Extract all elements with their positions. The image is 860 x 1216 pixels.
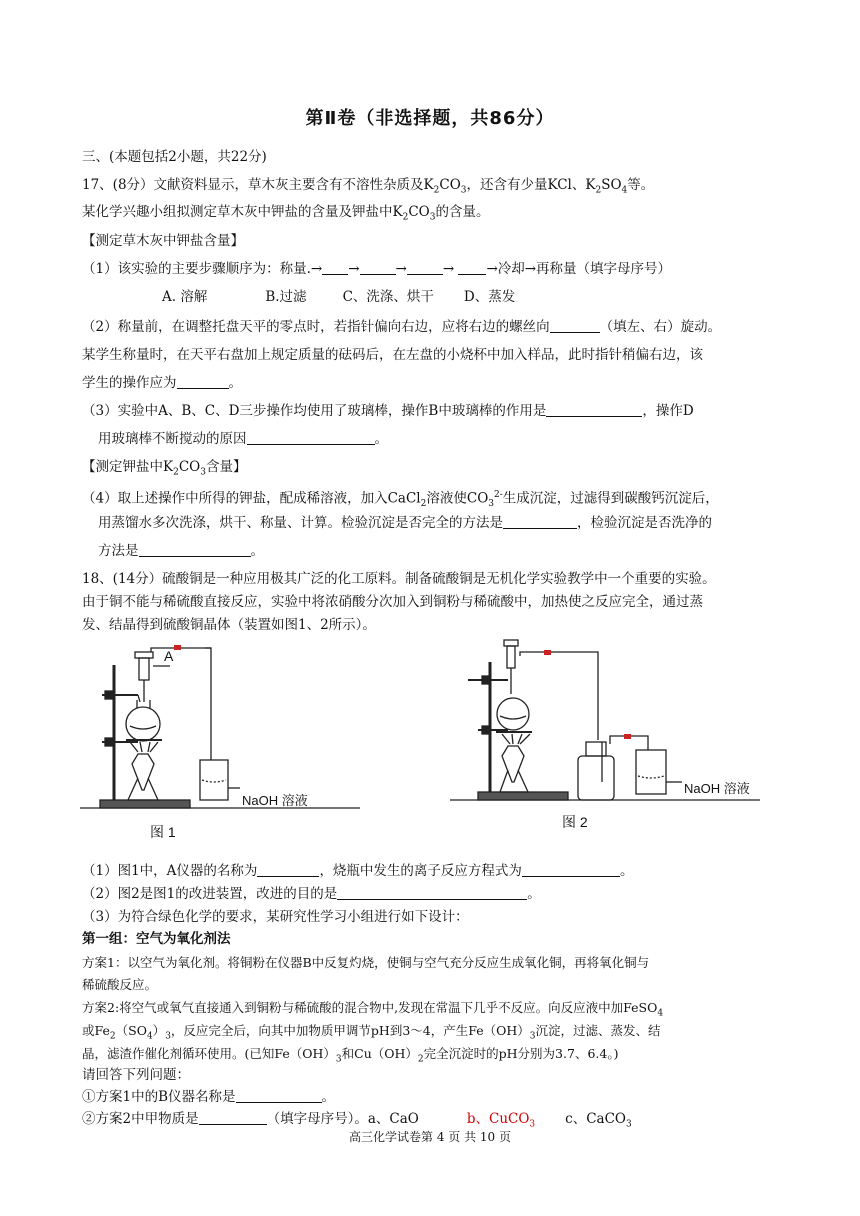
plan2-line3: 晶，滤渣作催化剂循环使用。(已知$Fe(OH)_3$和$Cu(OH)_2$完全沉淀时的pH分别为3.7、6.4。) [82, 1046, 619, 1065]
q17-part4-line3: 方法是 。 [98, 543, 264, 559]
apparatus-figure-1 [80, 640, 370, 816]
plan2-line2: 或$Fe_2(SO_4)_3$，反应完全后，向其中加物质甲调节pH到3～4，产生$Fe(OH)_3$沉淀，过滤、蒸发、结 [82, 1023, 661, 1042]
q17-part4-line2: 用蒸馏水多次洗涤，烘干、称量、计算。检验沉淀是否完全的方法是 ，检验沉淀是否洗净的 [98, 515, 712, 531]
page-title: 第Ⅱ卷（非选择题，共86分） [305, 108, 555, 129]
q17-part2-line2: 某学生称量时，在天平右盘加上规定质量的砝码后，在左盘的小烧杯中加入样品，此时指针稍偏右边，该 [82, 347, 703, 363]
q18-intro-line1: 18、(14分）硫酸铜是一种应用极其广泛的化工原料。制备硫酸铜是无机化学实验教学中一个重要的实验。 [82, 571, 716, 587]
q17-part1: （1）该实验的主要步骤顺序为：称量.→ → → → →冷却→再称量（填字母序号） [82, 261, 672, 277]
q17-part2-line3: 学生的操作应为 。 [82, 375, 242, 391]
q17-options: A. 溶解 B.过滤 C、洗涤、烘干 D、蒸发 [162, 289, 516, 305]
instrument-a-label: A [164, 648, 174, 664]
q17-part3-line2: 用玻璃棒不断搅动的原因 。 [98, 431, 388, 447]
q17-subheading-2: 【测定钾盐中$K_2CO_3$含量】 [82, 459, 247, 478]
plan1-line2: 稀硫酸反应。 [82, 977, 158, 992]
q17-subheading-1: 【测定草木灰中钾盐含量】 [82, 233, 244, 249]
figure-1-caption: 图 1 [150, 824, 176, 840]
q18-part2: （2）图2是图1的改进装置，改进的目的是 。 [82, 886, 541, 902]
plan2-line1: 方案2:将空气或氧气直接通入到铜粉与稀硫酸的混合物中,发现在常温下几乎不反应。向反应液中加FeSO$_4$ [82, 1000, 664, 1019]
answer-prompt: 请回答下列问题： [82, 1067, 190, 1083]
q18-part3: （3）为符合绿色化学的要求，某研究性学习小组进行如下设计： [82, 909, 469, 925]
q18-part1: （1）图1中，A仪器的名称为 ，烧瓶中发生的离子反应方程式为 。 [82, 863, 634, 879]
group1-heading: 第一组：空气为氧化剂法 [82, 931, 231, 947]
page-footer: 高三化学试卷第 4 页 共 10 页 [349, 1130, 511, 1144]
q18-intro-line3: 发、结晶得到硫酸铜晶体（装置如图1、2所示）。 [82, 617, 376, 633]
naoh-label-fig2: NaOH 溶液 [684, 781, 750, 796]
q17-part4-line1: （4）取上述操作中所得的钾盐，配成稀溶液，加入CaCl$_2$溶液使$CO_3^{2-}$生成沉淀，过滤得到碳酸钙沉淀后， [82, 490, 719, 510]
plan1-line1: 方案1：以空气为氧化剂。将铜粉在仪器B中反复灼烧，使铜与空气充分反应生成氧化铜，再将氧化铜与 [82, 955, 650, 970]
question-c1: ①方案1中的B仪器名称是 。 [82, 1089, 336, 1105]
q17-part2-line1: （2）称量前，在调整托盘天平的零点时，若指针偏向右边，应将右边的螺丝向 （填左、右）旋动。 [82, 319, 722, 335]
q17-part3-line1: （3）实验中A、B、C、D三步操作均使用了玻璃棒，操作B中玻璃棒的作用是 ，操作D [82, 403, 694, 419]
question-c2: ②方案2中甲物质是 （填字母序号）。a、CaO b、CuCO$_3$ c、CaCO$_3$ [82, 1111, 632, 1130]
q18-intro-line2: 由于铜不能与稀硫酸直接反应，实验中将浓硝酸分次加入到铜粉与稀硫酸中，加热使之反应完全，通过蒸 [82, 594, 703, 610]
q17-intro-line2: 某化学兴趣小组拟测定草木灰中钾盐的含量及钾盐中$K_2CO_3$的含量。 [82, 204, 490, 223]
naoh-label-fig1: NaOH 溶液 [242, 793, 308, 808]
q17-intro-line1: 17、(8分）文献资料显示，草木灰主要含有不溶性杂质及$K_2CO_3$，还含有少量KCl、$K_2SO_4$等。 [82, 177, 655, 196]
figure-2-caption: 图 2 [562, 814, 588, 830]
section-heading: 三、(本题包括2小题，共22分) [82, 149, 267, 165]
